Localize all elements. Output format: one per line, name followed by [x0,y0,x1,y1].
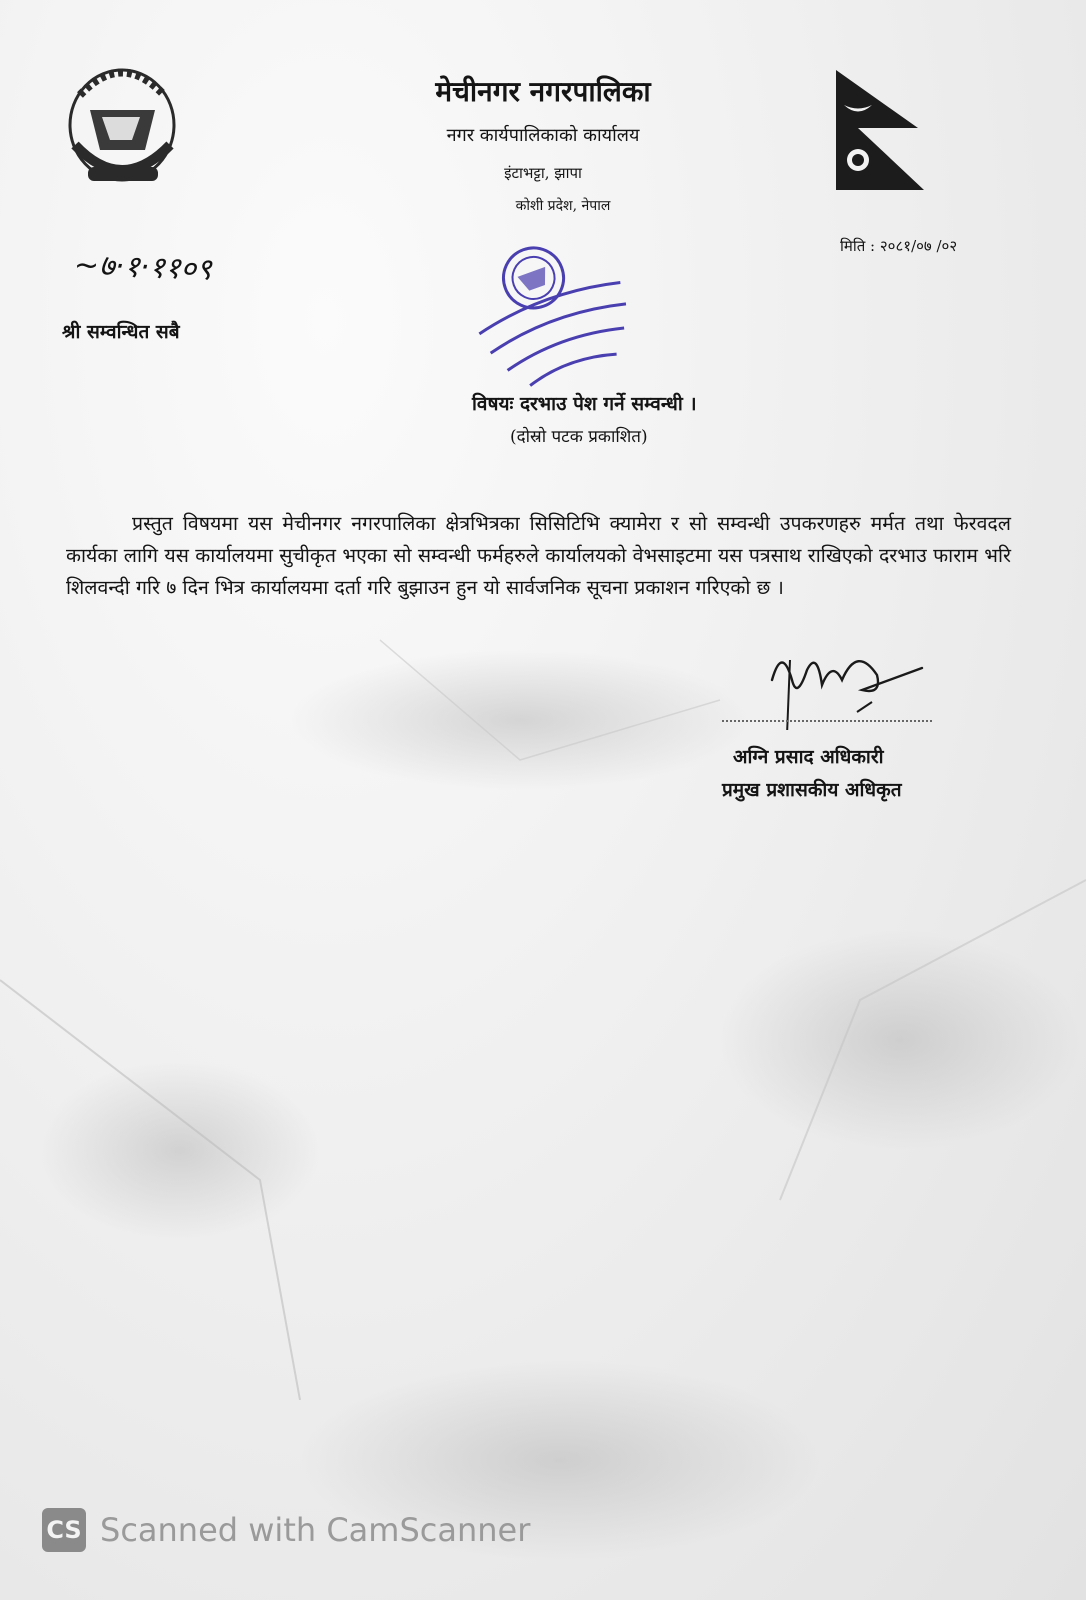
recipient: श्री सम्वन्धित सबै [62,321,180,343]
watermark-text: Scanned with CamScanner [100,1511,531,1549]
subject-line: विषयः दरभाउ पेश गर्ने सम्वन्धी । [472,393,697,415]
camscanner-logo-icon: CS [42,1508,86,1552]
camscanner-watermark [42,1506,530,1554]
office-city: इंटाभट्टा, झापा [504,164,582,182]
reference-number: ~७·१·११०९ [73,247,213,288]
office-province: कोशी प्रदेश, नेपाल [515,198,611,214]
signature [762,640,932,730]
letter-date: मिति : २०८१/०७ /०२ [840,237,958,255]
signature-line [722,720,932,722]
municipality-name: मेचीनगर नगरपालिका [435,75,651,108]
office-seal-stamp [468,238,636,396]
notice-body: प्रस्तुत विषयमा यस मेचीनगर नगरपालिका क्षेत्रभित्रका सिसिटिभि क्यामेरा र सो सम्वन्धी उपकरणहरु मर्मत तथा फेरवदल कार्यका लागि यस कार्यालयमा सुचीकृत भएका सो सम्वन्धी फर्महरुले कार्यालयको वेभसाइटमा यस पत्रसाथ राखिएको दरभाउ फाराम भरि शिलवन्दी गरि ७ दिन भित्र कार्यालयमा दर्ता गरि बुझाउन हुन यो सार्वजनिक सूचना प्रकाशन गरिएको छ । [66,512,1011,599]
signatory-name: अग्नि प्रसाद अधिकारी [733,746,884,768]
office-name: नगर कार्यपालिकाको कार्यालय [446,125,640,146]
subject-note: (दोस्रो पटक प्रकाशित) [510,427,648,447]
signatory-title: प्रमुख प्रशासकीय अधिकृत [722,779,902,801]
nepal-flag-icon [836,70,926,195]
